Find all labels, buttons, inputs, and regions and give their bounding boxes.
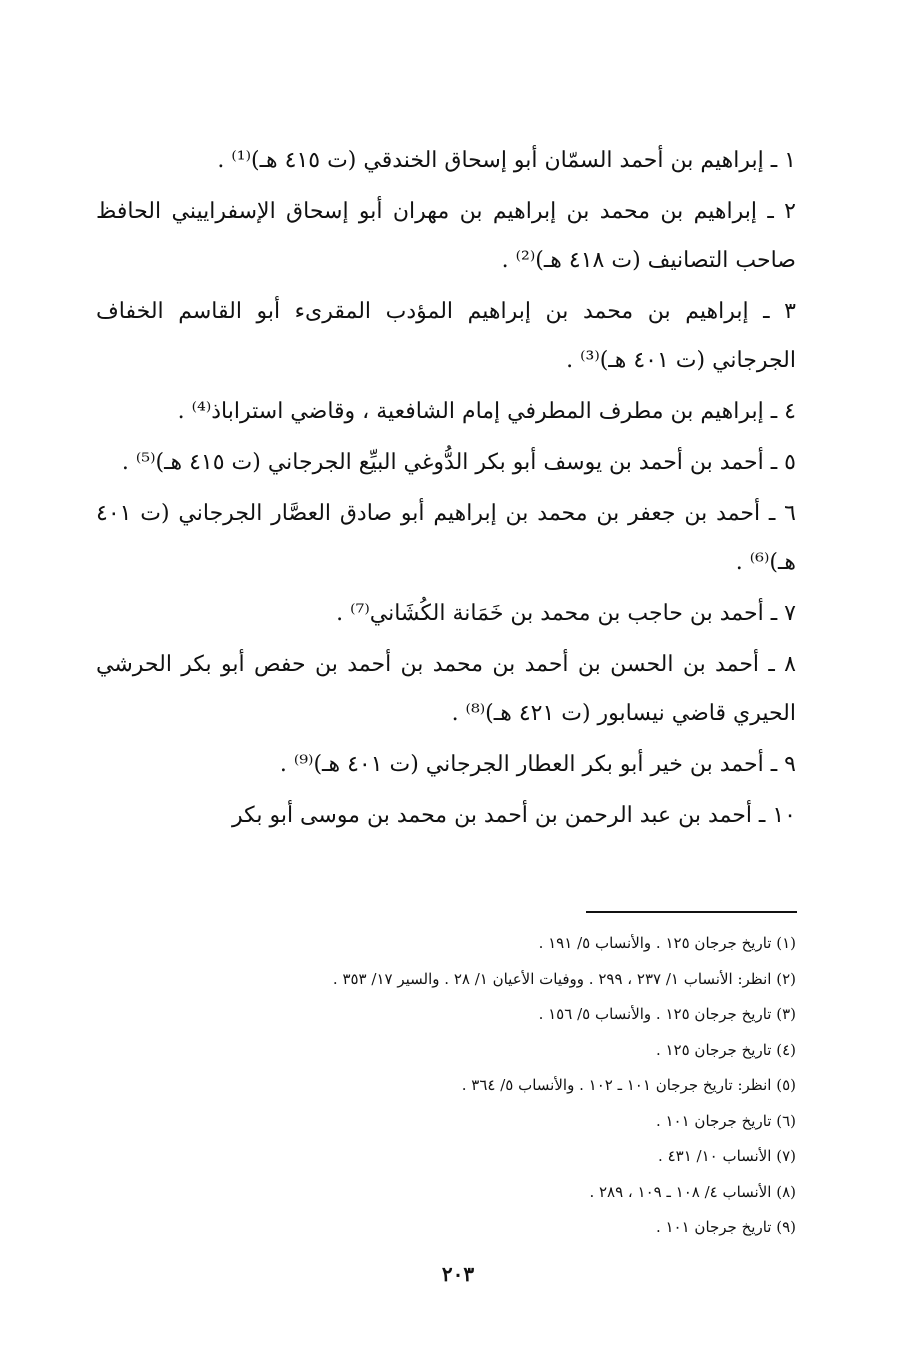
entry-1: ١ ـ إبراهيم بن أحمد السمّان أبو إسحاق الخندقي (ت ٤١٥ هـ)⁽¹⁾ . — [217, 148, 796, 173]
footnote-2: (٢) انظر: الأنساب ١/ ٢٣٧ ، ٢٩٩ . ووفيات الأعيان ١/ ٢٨ . والسير ١٧/ ٣٥٣ . — [332, 969, 796, 988]
entry-2: ٢ ـ إبراهيم بن محمد بن إبراهيم بن مهران أبو إسحاق الإسفراييني الحافظ صاحب التصانيف (ت ٤١٨ هـ)⁽²⁾ . — [96, 199, 796, 273]
footnotes — [96, 926, 796, 1246]
entry-4: ٤ ـ إبراهيم بن مطرف المطرفي إمام الشافعية ، وقاضي استراباذ⁽⁴⁾ . — [177, 399, 796, 424]
entry-10: ١٠ ـ أحمد بن عبد الرحمن بن أحمد بن محمد بن موسى أبو بكر — [232, 803, 796, 828]
footnote-9: (٩) تاريخ جرجان ١٠١ . — [655, 1218, 796, 1236]
footnote-5: (٥) انظر: تاريخ جرجان ١٠١ ـ ١٠٢ . والأنساب ٥/ ٣٦٤ . — [461, 1076, 796, 1094]
footnote-8: (٨) الأنساب ٤/ ١٠٨ ـ ١٠٩ ، ٢٨٩ . — [589, 1182, 796, 1201]
entry-3: ٣ ـ إبراهيم بن محمد بن إبراهيم المؤدب المقرىء أبو القاسم الخفاف الجرجاني (ت ٤٠١ هـ)⁽³⁾ . — [96, 299, 796, 373]
footnote-6: (٦) تاريخ جرجان ١٠١ . — [655, 1111, 796, 1130]
footnote-1: (١) تاريخ جرجان ١٢٥ . والأنساب ٥/ ١٩١ . — [538, 934, 796, 952]
biography-entries — [96, 136, 796, 842]
entry-9: ٩ ـ أحمد بن خير أبو بكر العطار الجرجاني (ت ٤٠١ هـ)⁽⁹⁾ . — [279, 752, 796, 777]
entry-6: ٦ ـ أحمد بن جعفر بن محمد بن إبراهيم أبو صادق العصَّار الجرجاني (ت ٤٠١ هـ)⁽⁶⁾ . — [96, 501, 796, 575]
footnote-4: (٤) تاريخ جرجان ١٢٥ . — [655, 1040, 796, 1059]
footnote-3: (٣) تاريخ جرجان ١٢٥ . والأنساب ٥/ ١٥٦ . — [538, 1005, 796, 1023]
page-number: ٢٠٣ — [441, 1262, 475, 1286]
footnote-separator — [586, 911, 797, 913]
entry-7: ٧ ـ أحمد بن حاجب بن محمد بن خَمَانة الكُشَاني⁽⁷⁾ . — [336, 601, 796, 626]
entry-8: ٨ ـ أحمد بن الحسن بن أحمد بن محمد بن أحمد بن حفص أبو بكر الحرشي الحيري قاضي نيسابور (ت ٤٢١ هـ)⁽⁸⁾ . — [96, 652, 796, 726]
entry-5: ٥ ـ أحمد بن أحمد بن يوسف أبو بكر الدُّوغي البيِّع الجرجاني (ت ٤١٥ هـ)⁽⁵⁾ . — [121, 450, 796, 475]
footnote-7: (٧) الأنساب ١٠/ ٤٣١ . — [658, 1147, 796, 1165]
